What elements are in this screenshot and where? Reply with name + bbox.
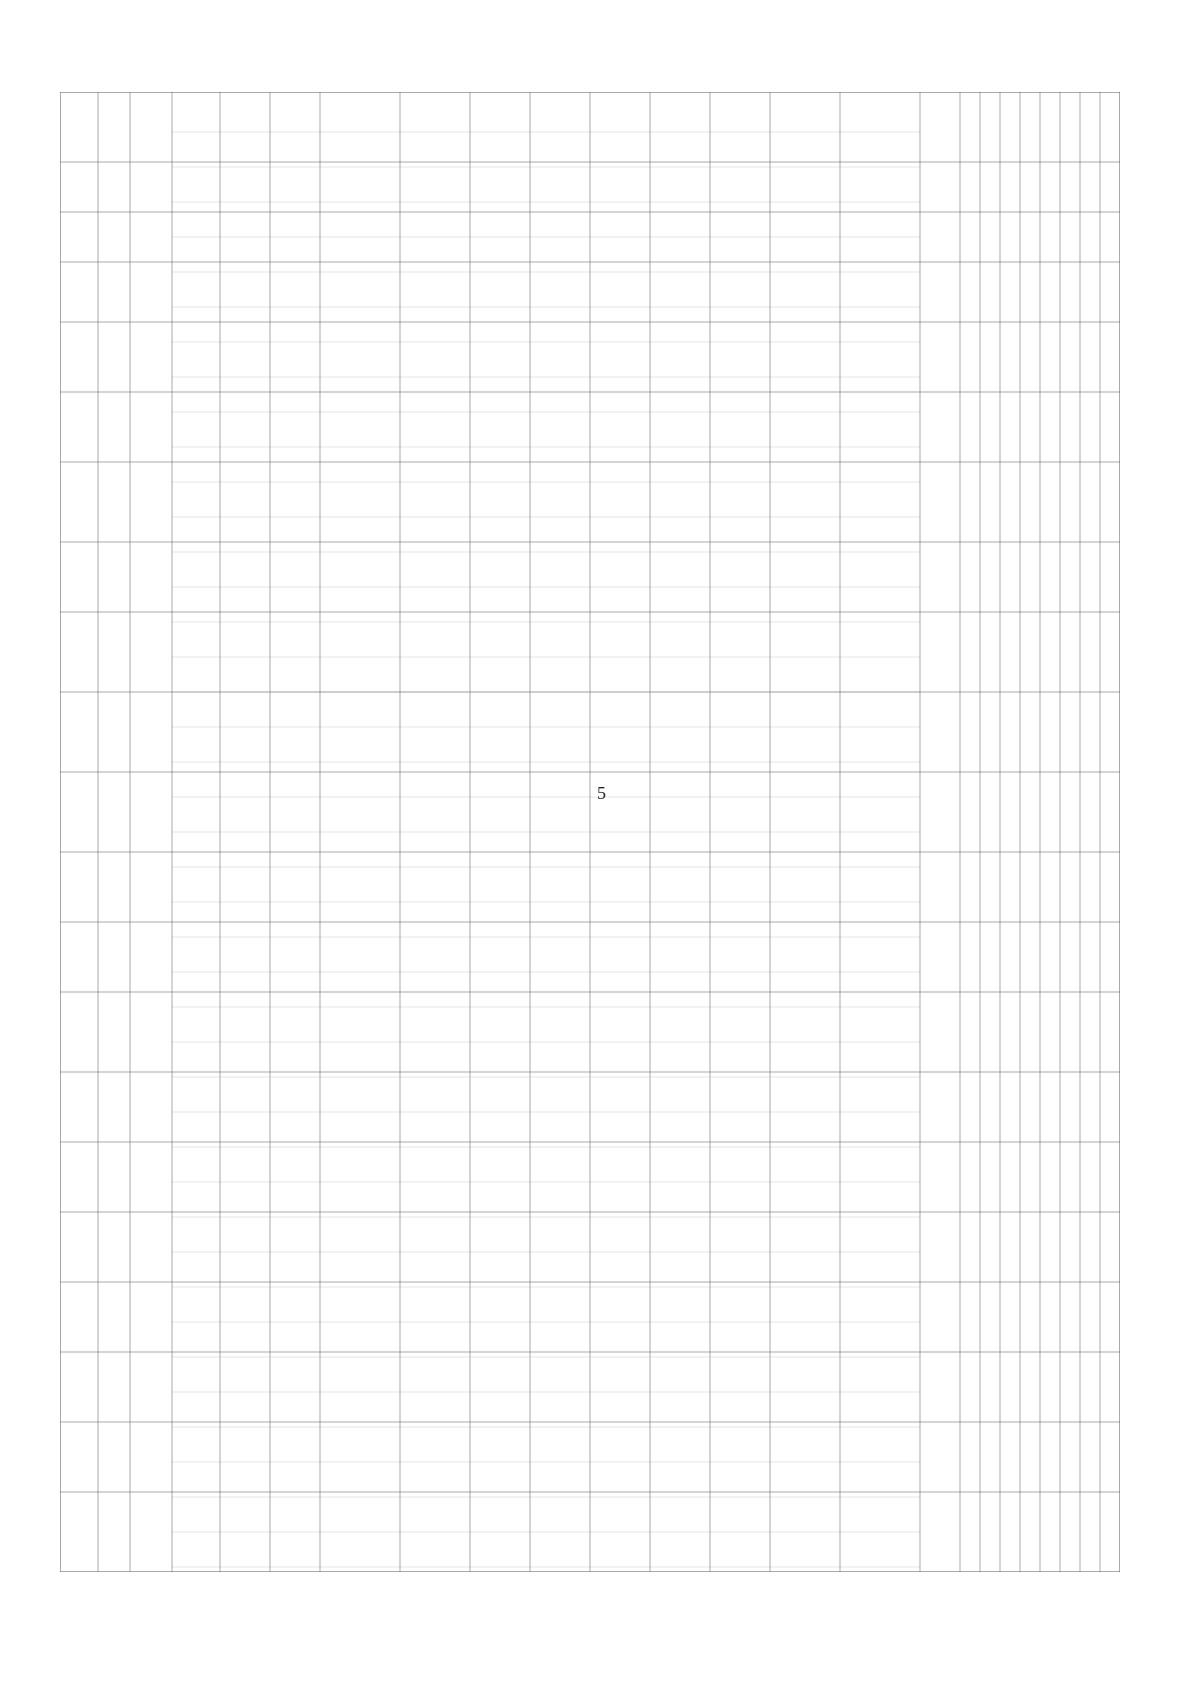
rotated-table-svg [60, 92, 1120, 1572]
page-number: 5 [597, 783, 606, 803]
table-grid [60, 92, 1120, 1572]
rotated-data-table [60, 92, 1120, 1572]
